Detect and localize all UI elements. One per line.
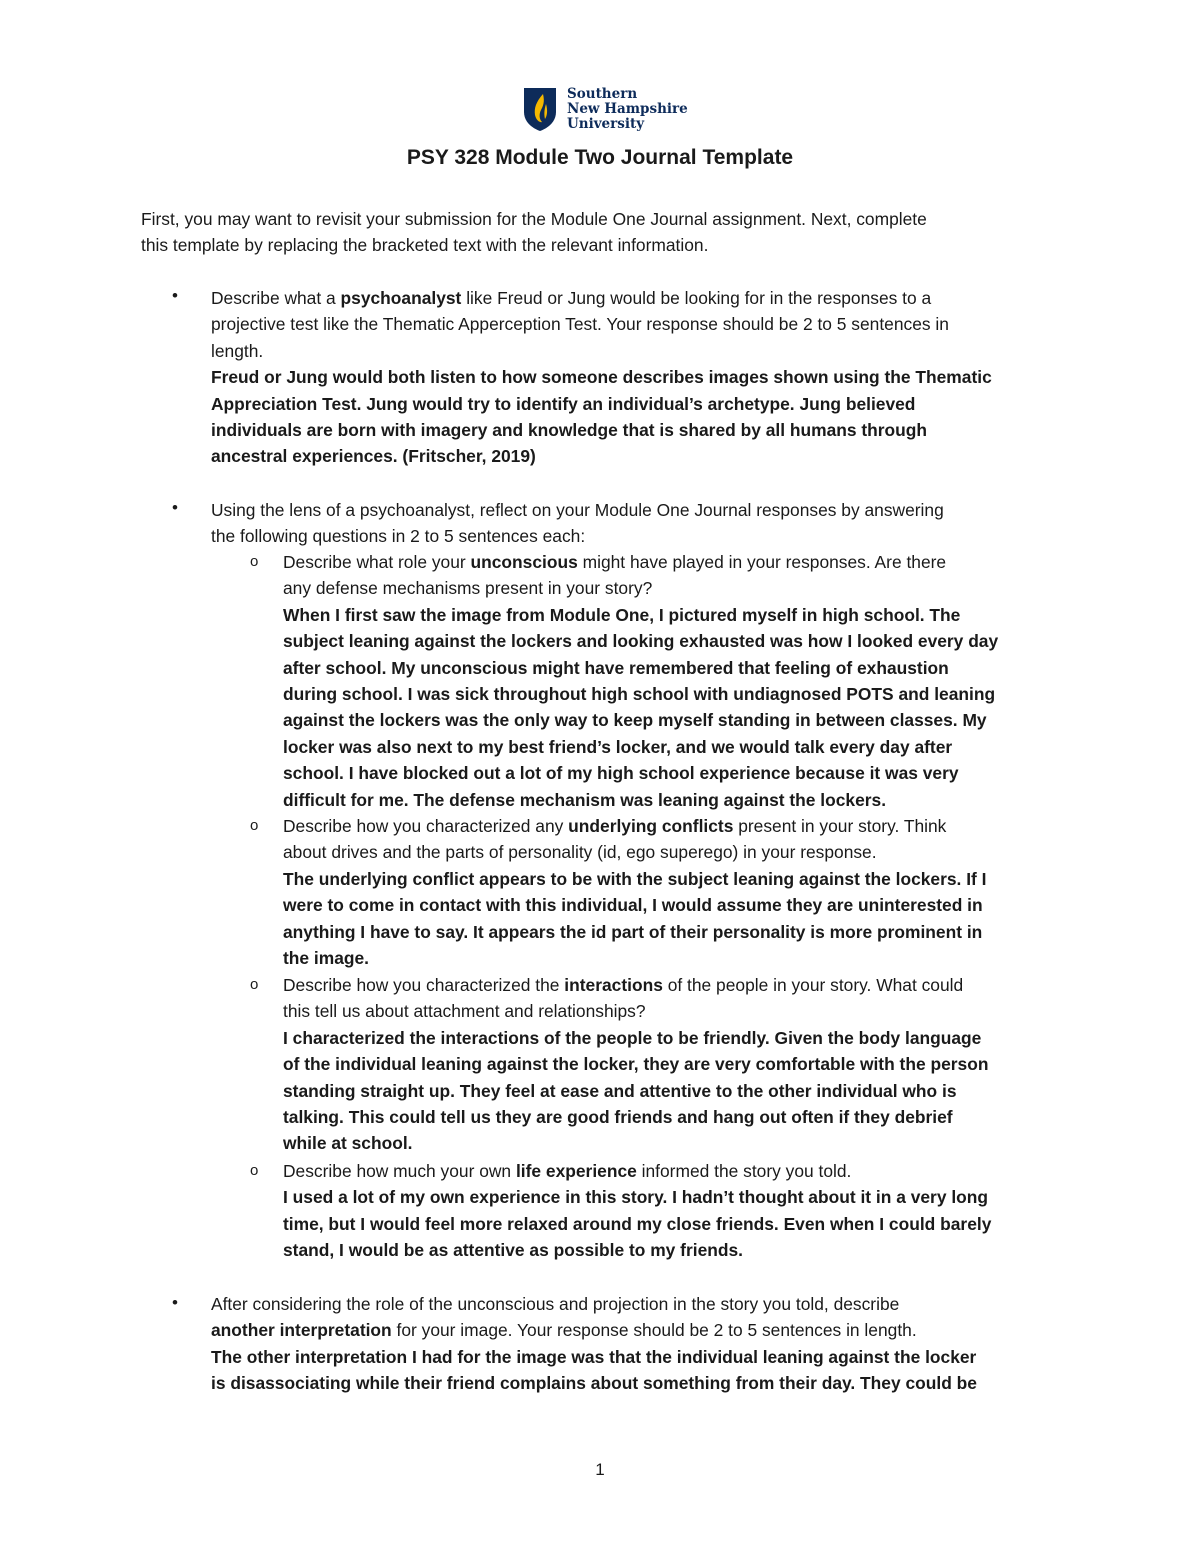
bullet-marker-1: • <box>172 286 178 305</box>
sub-1-question-line-1 <box>283 549 1083 575</box>
sub-2-block <box>283 813 1083 971</box>
sub-4-answer-line-1: I used a lot of my own experience in this story. I hadn’t thought about it in a very long <box>283 1187 989 1208</box>
sub-1-question-line-2: any defense mechanisms present in your story? <box>283 578 653 599</box>
sub-3-block <box>283 972 1083 1157</box>
sub-4-question-line-1 <box>283 1158 1083 1184</box>
sub-2-question-pre: Describe how you characterized any <box>283 816 569 836</box>
sub-1-answer-line-1: When I first saw the image from Module One, I pictured myself in high school. The <box>283 604 961 625</box>
sub-1-answer-line-2: subject leaning against the lockers and looking exhausted was how I looked every day <box>283 631 999 652</box>
bullet-3-answer-line-2: is disassociating while their friend complains about something from their day. They could be <box>211 1373 977 1394</box>
sub-2-question-line-1 <box>283 813 1083 839</box>
bullet-1-question-post: like Freud or Jung would be looking for in the responses to a <box>461 288 932 308</box>
sub-3-question-line-1 <box>283 972 1083 998</box>
bullet-3-question-post: for your image. Your response should be 2 to 5 sentences in length. <box>391 1320 917 1341</box>
bullet-3-answer-line-1: The other interpretation I had for the image was that the individual leaning against the locker <box>211 1346 977 1367</box>
sub-1-answer-line-7: school. I have blocked out a lot of my high school experience because it was very <box>283 763 959 784</box>
sub-3-question-post: of the people in your story. What could <box>662 975 964 995</box>
sub-4-answer-line-3: stand, I would be as attentive as possible to my friends. <box>283 1240 743 1261</box>
sub-2-question-line-2: about drives and the parts of personality (id, ego superego) in your response. <box>283 842 877 863</box>
intro-line-1: First, you may want to revisit your submission for the Module One Journal assignment. Next, complete <box>141 209 927 229</box>
bullet-1-answer-line-3: individuals are born with imagery and knowledge that is shared by all humans through <box>211 420 928 441</box>
bullet-3-block <box>211 1291 1081 1397</box>
sub-1-answer-line-3: after school. My unconscious might have remembered that feeling of exhaustion <box>283 657 949 678</box>
sub-2-answer-line-2: were to come in contact with this individual, I would assume they are uninterested in <box>283 895 983 916</box>
sub-marker-3: o <box>250 976 259 993</box>
logo-line-3: University <box>567 115 645 132</box>
sub-3-question-line-2: this tell us about attachment and relationships? <box>283 1001 646 1022</box>
sub-3-answer-line-5: while at school. <box>283 1133 413 1154</box>
sub-1-keyword: unconscious <box>470 552 578 572</box>
bullet-1-answer-line-1: Freud or Jung would both listen to how someone describes images shown using the Thematic <box>211 367 992 388</box>
sub-1-answer-line-8: difficult for me. The defense mechanism was leaning against the lockers. <box>283 789 887 810</box>
bullet-marker-3: • <box>172 1293 178 1312</box>
bullet-1-answer-line-4: ancestral experiences. (Fritscher, 2019) <box>211 446 536 467</box>
sub-3-answer-line-3: standing straight up. They feel at ease and attentive to the other individual who is <box>283 1080 957 1101</box>
sub-3-question-pre: Describe how you characterized the <box>283 975 565 995</box>
bullet-2-question-line-2: the following questions in 2 to 5 sentences each: <box>211 526 586 547</box>
bullet-1-question-pre: Describe what a <box>211 288 341 308</box>
sub-2-answer-line-3: anything I have to say. It appears the id part of their personality is more prominent in <box>283 921 983 942</box>
sub-2-answer-line-4: the image. <box>283 948 370 969</box>
sub-marker-1: o <box>250 553 259 570</box>
logo-line-2: New Hampshire <box>567 100 688 117</box>
bullet-2-question-line-1: Using the lens of a psychoanalyst, reflect on your Module One Journal responses by answering <box>211 500 944 520</box>
sub-3-answer-line-1: I characterized the interactions of the people to be friendly. Given the body language <box>283 1027 982 1048</box>
sub-4-question-post: informed the story you told. <box>636 1161 852 1181</box>
bullet-1-answer-line-2: Appreciation Test. Jung would try to identify an individual’s archetype. Jung believed <box>211 393 916 414</box>
sub-1-answer-line-5: against the lockers was the only way to keep myself standing in between classes. My <box>283 710 987 731</box>
sub-2-answer-line-1: The underlying conflict appears to be with the subject leaning against the lockers. If I <box>283 868 987 889</box>
sub-1-question-pre: Describe what role your <box>283 552 471 572</box>
sub-4-block <box>283 1158 1083 1264</box>
sub-2-question-post: present in your story. Think <box>733 816 947 836</box>
bullet-1-question-line-1 <box>211 285 1081 311</box>
page-number: 1 <box>595 1460 605 1479</box>
sub-3-answer-line-2: of the individual leaning against the locker, they are very comfortable with the person <box>283 1054 989 1075</box>
bullet-2-intro <box>211 497 1081 550</box>
logo-wordmark <box>567 87 688 132</box>
bullet-1-question-line-2: projective test like the Thematic Apperception Test. Your response should be 2 to 5 sentences in <box>211 314 949 335</box>
intro-paragraph <box>141 206 1071 259</box>
bullet-3-keyword: another interpretation <box>211 1320 392 1341</box>
sub-3-answer-line-4: talking. This could tell us they are good friends and hang out often if they debrief <box>283 1107 953 1128</box>
bullet-3-question-line-2 <box>211 1317 1081 1343</box>
shield-flame-icon <box>522 86 558 132</box>
bullet-1-keyword: psychoanalyst <box>340 288 462 308</box>
sub-1-block <box>283 549 1083 813</box>
bullet-3-question-line-1: After considering the role of the unconscious and projection in the story you told, describe <box>211 1294 900 1314</box>
sub-3-keyword: interactions <box>564 975 663 995</box>
bullet-1-block <box>211 285 1081 470</box>
sub-marker-4: o <box>250 1162 259 1179</box>
university-logo <box>522 84 692 134</box>
sub-4-answer-line-2: time, but I would feel more relaxed around my close friends. Even when I could barely <box>283 1213 992 1234</box>
bullet-1-question-line-3: length. <box>211 340 264 361</box>
sub-2-keyword: underlying conflicts <box>568 816 734 836</box>
page-title: PSY 328 Module Two Journal Template <box>406 146 794 169</box>
intro-line-2: this template by replacing the bracketed text with the relevant information. <box>141 235 709 256</box>
sub-4-keyword: life experience <box>515 1161 637 1181</box>
sub-1-question-post: might have played in your responses. Are there <box>577 552 947 572</box>
sub-1-answer-line-6: locker was also next to my best friend’s locker, and we would talk every day after <box>283 736 953 757</box>
logo-line-1: Southern <box>567 85 638 102</box>
sub-4-question-pre: Describe how much your own <box>283 1161 516 1181</box>
sub-1-answer-line-4: during school. I was sick throughout high school with undiagnosed POTS and leaning <box>283 684 996 705</box>
sub-marker-2: o <box>250 817 259 834</box>
bullet-marker-2: • <box>172 498 178 517</box>
